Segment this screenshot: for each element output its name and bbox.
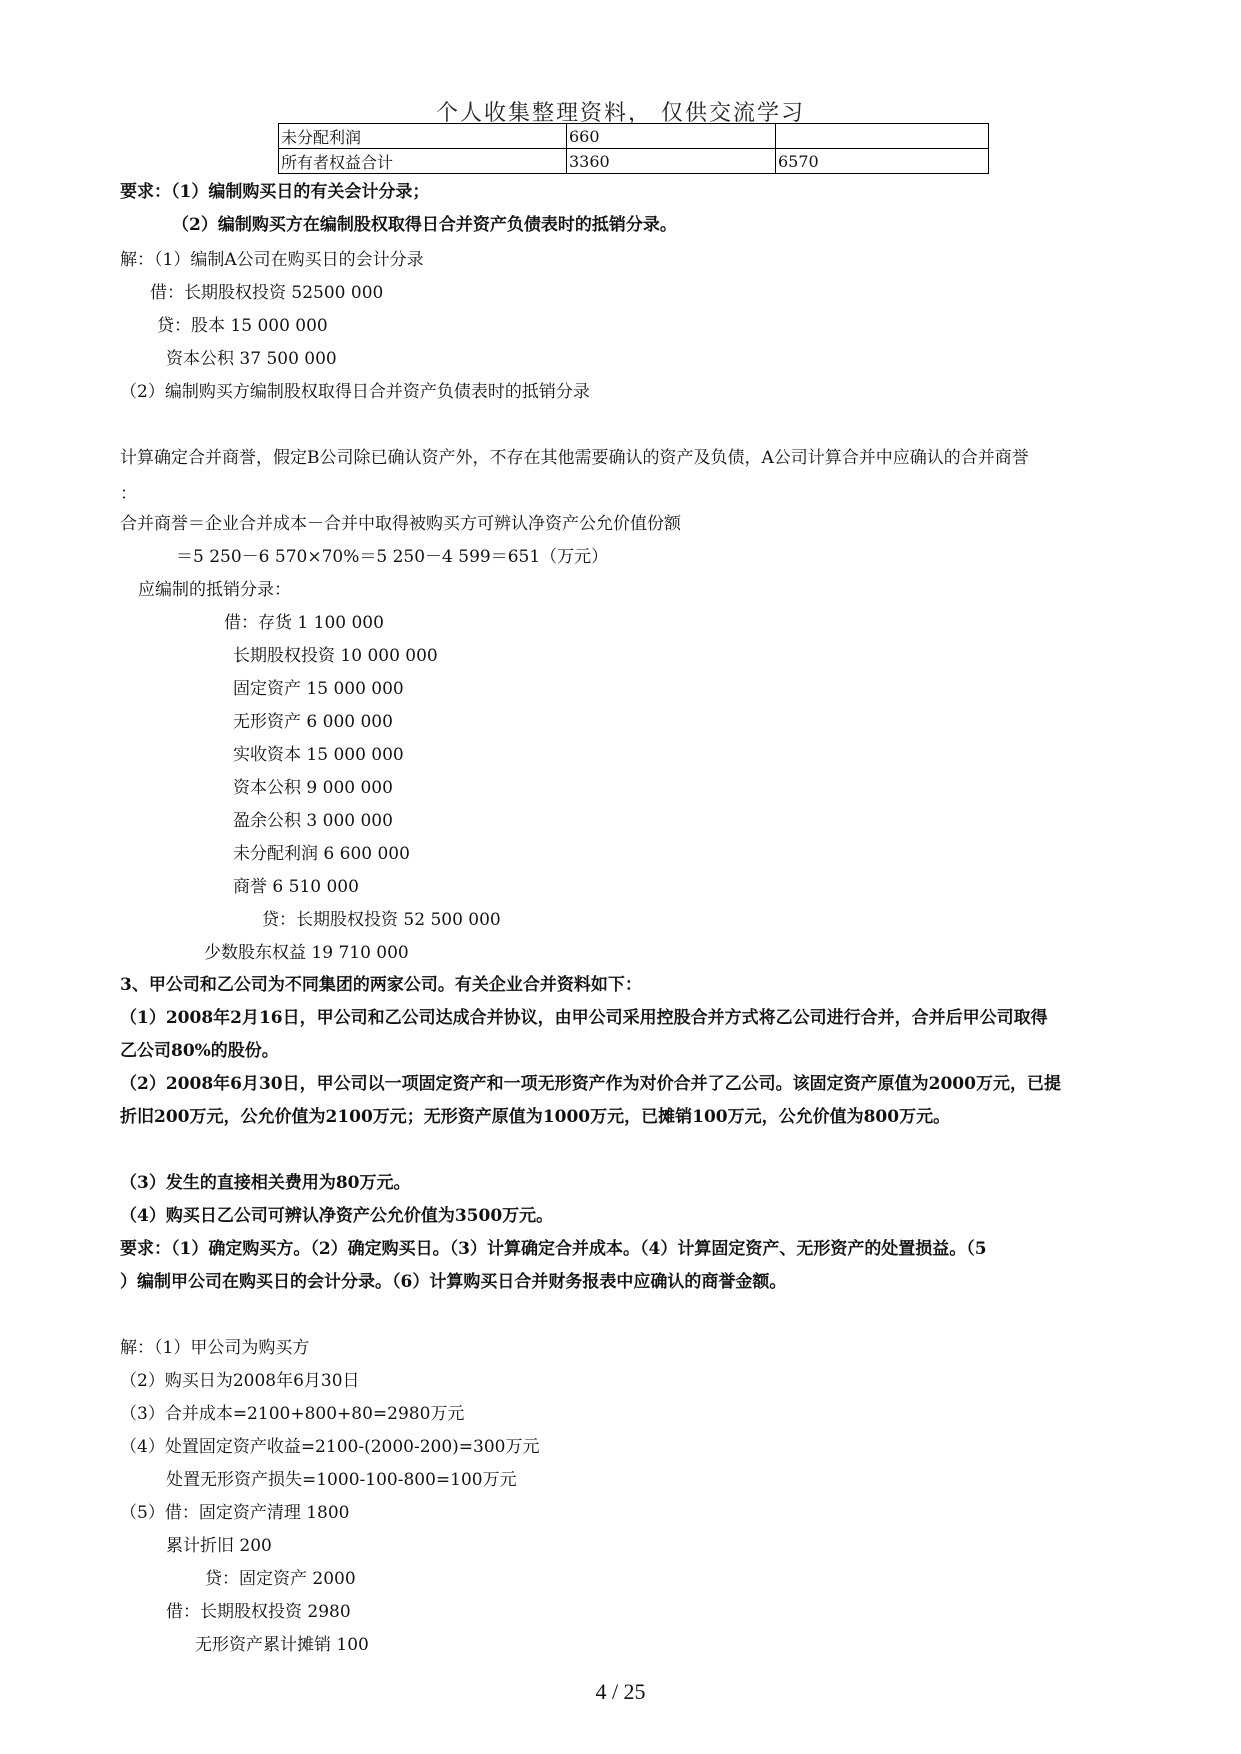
text-line: （4）购买日乙公司可辨认净资产公允价值为3500万元。 [120,1206,554,1226]
text-line: 折旧200万元，公允价值为2100万元；无形资产原值为1000万元，已摊销100万元，公允价值为800万元。 [120,1107,951,1127]
text-line: ＝5 250－6 570×70%＝5 250－4 599＝651（万元） [176,547,609,567]
text-line: （3）合并成本=2100+800+80=2980万元 [120,1404,465,1424]
text-line: ）编制甲公司在购买日的会计分录。（6）计算购买日合并财务报表中应确认的商誉金额。 [120,1272,787,1292]
table-row [279,149,989,174]
text-line: （2）2008年6月30日，甲公司以一项固定资产和一项无形资产作为对价合并了乙公司。该固定资产原值为2000万元，已提 [120,1074,1061,1094]
text-line: 借：长期股权投资 2980 [166,1602,351,1622]
table-cell: 3360 [567,149,776,174]
text-line: 少数股东权益 19 710 000 [204,943,409,963]
equity-table [278,123,989,174]
text-line: 无形资产 6 000 000 [233,712,393,732]
text-line: 累计折旧 200 [166,1536,272,1556]
text-line: 固定资产 15 000 000 [233,679,404,699]
table-row [279,124,989,149]
text-line: 商誉 6 510 000 [233,877,359,897]
text-line: 合并商誉＝企业合并成本－合并中取得被购买方可辨认净资产公允价值份额 [120,514,681,534]
text-line: 要求：（1）编制购买日的有关会计分录； [120,182,430,202]
text-line: 贷：股本 15 000 000 [157,316,328,336]
text-line: （2）编制购买方编制股权取得日合并资产负债表时的抵销分录 [120,382,590,402]
page-header: 个人收集整理资料， 仅供交流学习 [436,101,805,126]
text-line: （4）处置固定资产收益=2100-(2000-200)=300万元 [120,1437,540,1457]
text-line: （5）借：固定资产清理 1800 [120,1503,350,1523]
text-line: 借：存货 1 100 000 [224,613,384,633]
text-line: 借：长期股权投资 52500 000 [150,283,384,303]
text-line: （3）发生的直接相关费用为80万元。 [120,1173,411,1193]
text-line: 解：（1）编制A公司在购买日的会计分录 [120,250,424,270]
text-line: （2）购买日为2008年6月30日 [120,1371,360,1391]
text-line: 应编制的抵销分录： [138,580,291,600]
text-line: 无形资产累计摊销 100 [195,1635,369,1655]
page-number: 4 / 25 [595,1679,646,1704]
text-line: 贷：固定资产 2000 [205,1569,356,1589]
text-line: 资本公积 9 000 000 [233,778,393,798]
text-line: 要求：（1）确定购买方。（2）确定购买日。（3）计算确定合并成本。（4）计算固定资产、无形资产的处置损益。（5 [120,1239,987,1259]
text-line: 计算确定合并商誉，假定B公司除已确认资产外，不存在其他需要确认的资产及负债，A公司计算合并中应确认的合并商誉 [120,448,1029,468]
text-line: ： [120,484,137,504]
text-line: 盈余公积 3 000 000 [233,811,393,831]
text-line: （2）编制购买方在编制股权取得日合并资产负债表时的抵销分录。 [172,215,677,235]
table-cell: 6570 [776,149,989,174]
table-cell: 所有者权益合计 [279,149,567,174]
text-line: 处置无形资产损失=1000-100-800=100万元 [166,1470,517,1490]
text-line: 乙公司80%的股份。 [120,1041,279,1061]
text-line: 3、甲公司和乙公司为不同集团的两家公司。有关企业合并资料如下： [120,975,642,995]
table-cell: 660 [567,124,776,149]
table-cell: 未分配利润 [279,124,567,149]
text-line: 实收资本 15 000 000 [233,745,404,765]
text-line: 解：（1）甲公司为购买方 [120,1338,310,1358]
text-line: （1）2008年2月16日，甲公司和乙公司达成合并协议，由甲公司采用控股合并方式将乙公司进行合并，合并后甲公司取得 [120,1008,1048,1028]
text-line: 未分配利润 6 600 000 [233,844,410,864]
text-line: 贷：长期股权投资 52 500 000 [262,910,501,930]
text-line: 长期股权投资 10 000 000 [233,646,438,666]
text-line: 资本公积 37 500 000 [166,349,337,369]
table-cell [776,124,989,149]
